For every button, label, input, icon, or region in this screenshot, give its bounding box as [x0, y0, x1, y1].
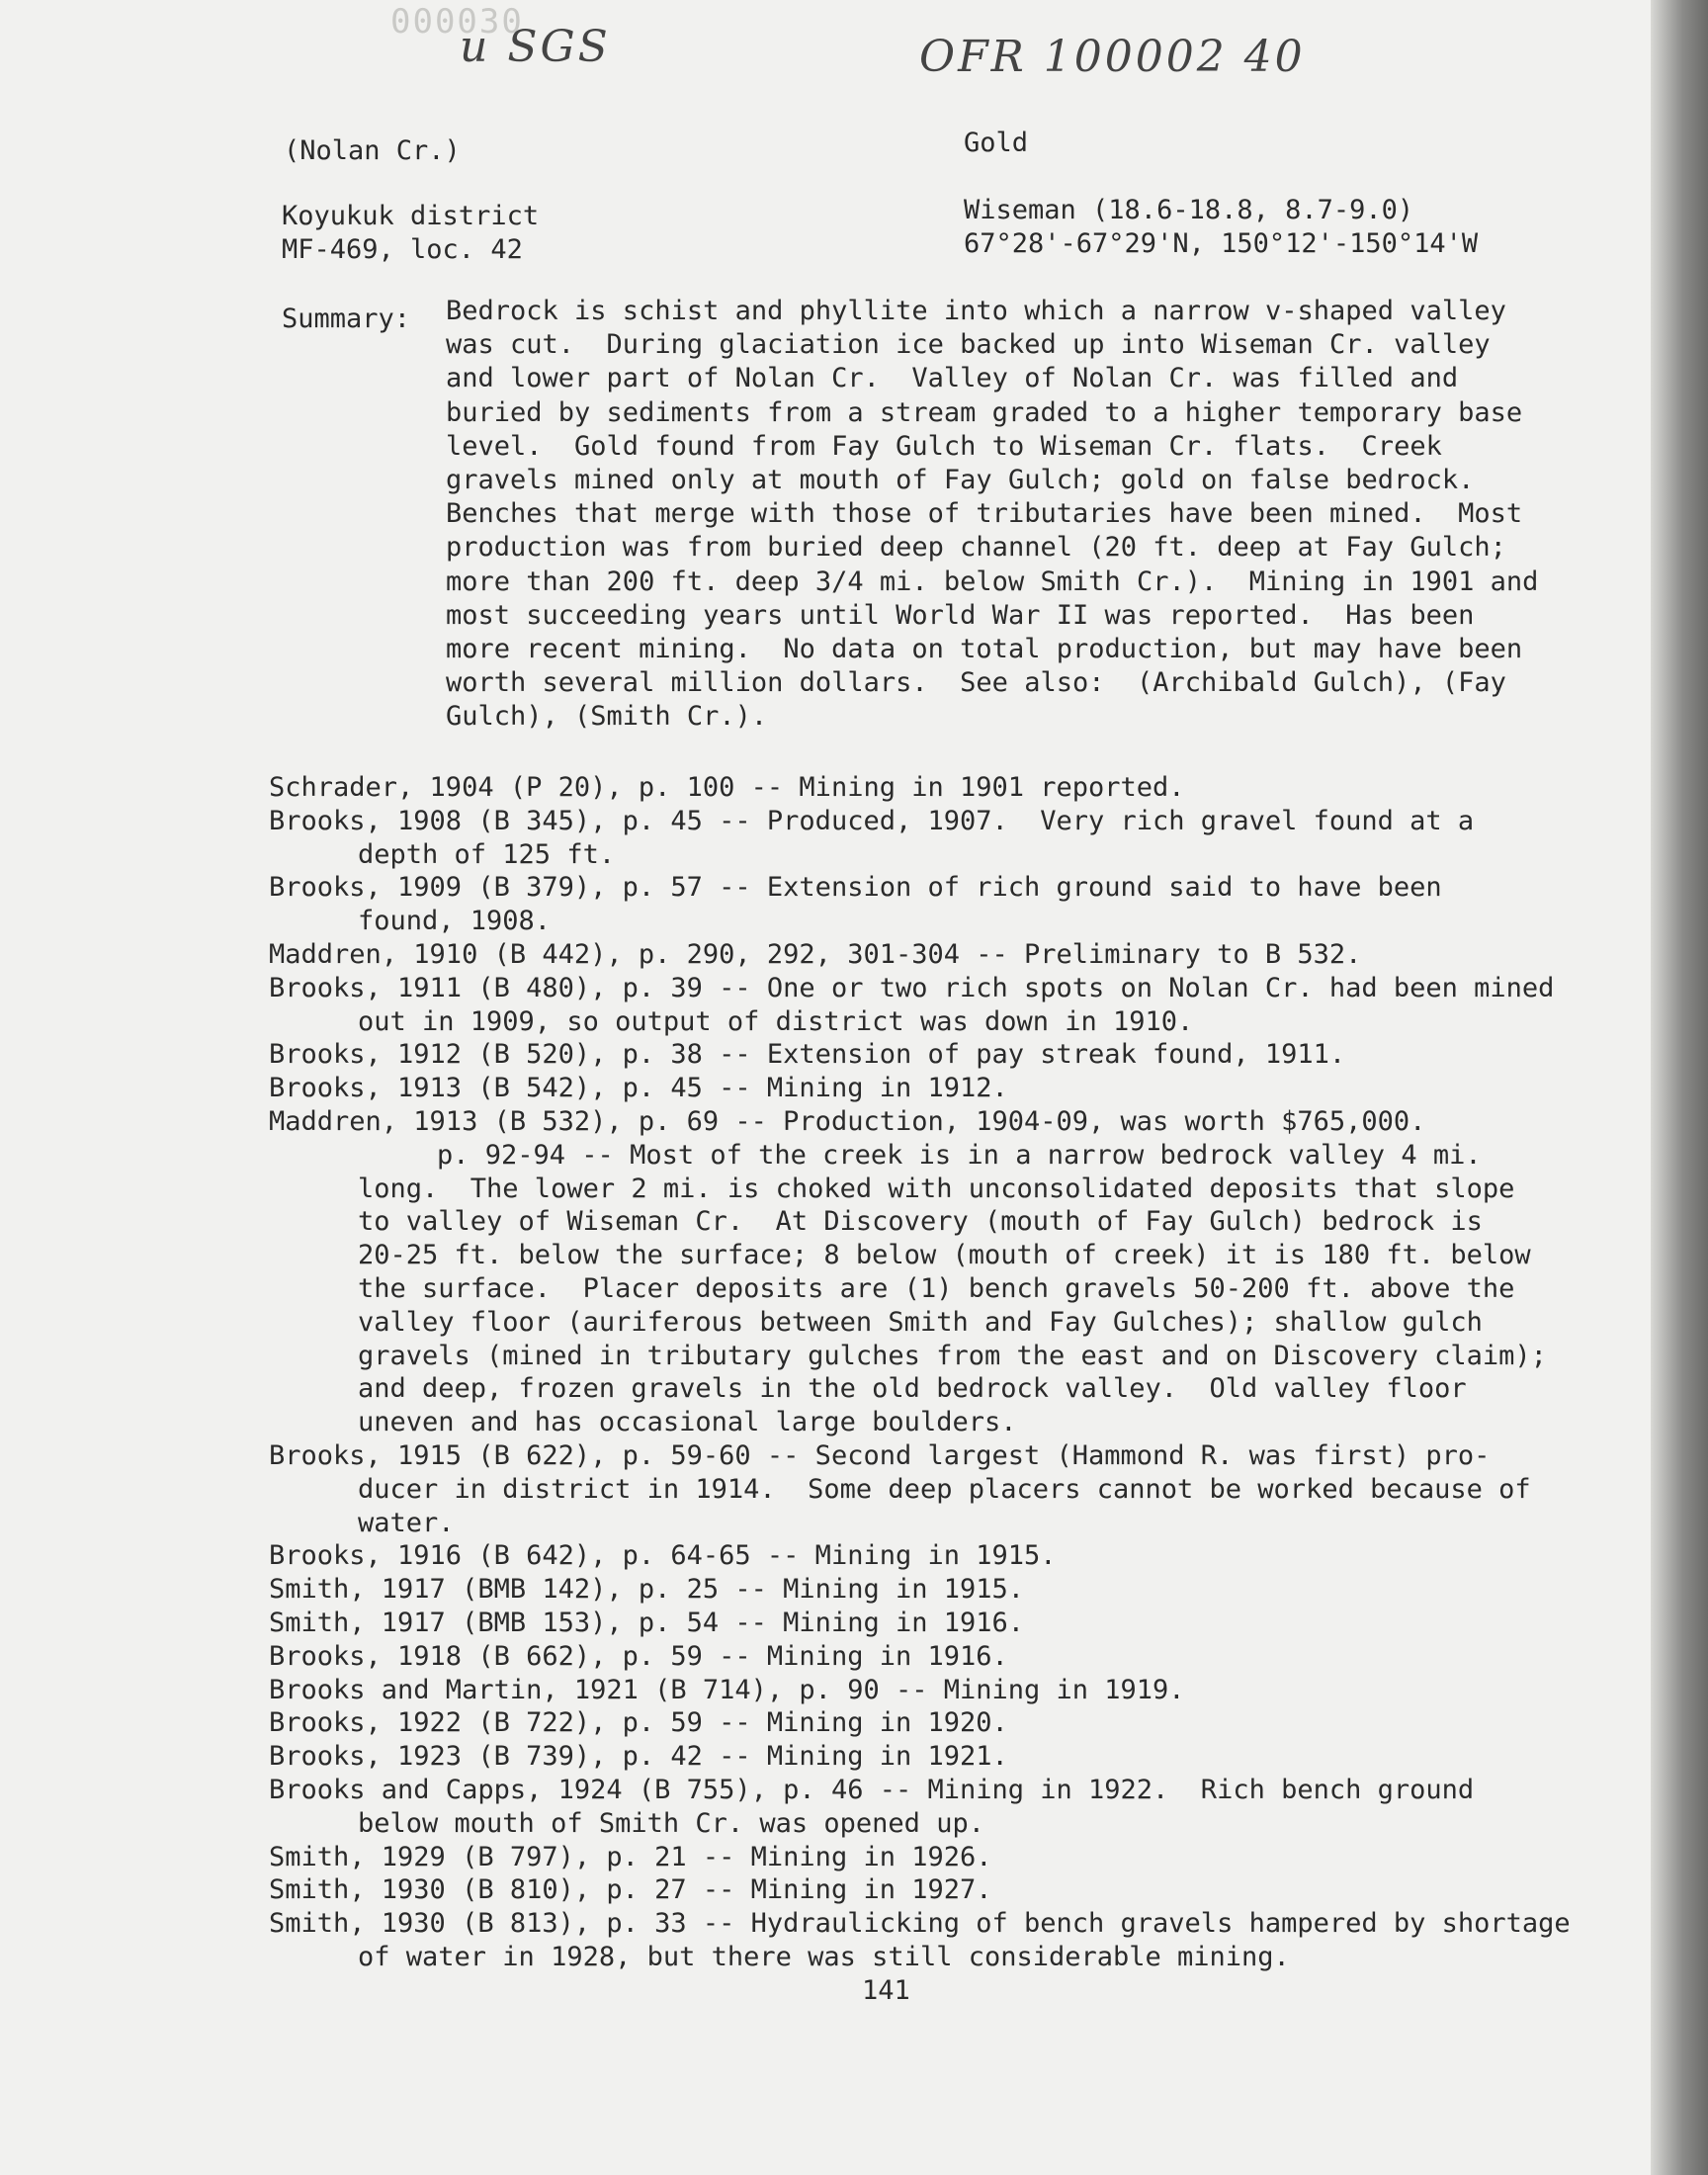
summary-line: was cut. During glaciation ice backed up into Wiseman Cr. valley [446, 329, 1491, 361]
reference-line: Brooks, 1915 (B 622), p. 59-60 -- Second largest (Hammond R. was first) pro- [269, 1439, 1491, 1471]
reference-line: Smith, 1917 (BMB 142), p. 25 -- Mining in 1915. [269, 1574, 1025, 1606]
reference-line: Brooks, 1913 (B 542), p. 45 -- Mining in 1912. [269, 1073, 1008, 1104]
quadrangle: Wiseman (18.6-18.8, 8.7-9.0) [964, 195, 1414, 225]
reference-line: Smith, 1930 (B 810), p. 27 -- Mining in 1927. [269, 1874, 992, 1906]
reference-line: Schrader, 1904 (P 20), p. 100 -- Mining in 1901 reported. [269, 772, 1185, 803]
reference-line: 20-25 ft. below the surface; 8 below (mouth of creek) it is 180 ft. below [358, 1240, 1531, 1271]
summary-line: Gulch), (Smith Cr.). [446, 701, 768, 733]
reference-line: ducer in district in 1914. Some deep placers cannot be worked because of [358, 1473, 1531, 1505]
handwritten-ofr-number: OFR 100002 40 [919, 32, 1306, 82]
reference-list [269, 771, 1653, 1974]
reference-line: Smith, 1929 (B 797), p. 21 -- Mining in 1926. [269, 1841, 992, 1872]
reference-line: Smith, 1917 (BMB 153), p. 54 -- Mining in 1916. [269, 1607, 1025, 1638]
page-edge-shadow [1651, 0, 1708, 2175]
handwritten-usgs-note: u SGS [460, 22, 611, 72]
reference-line: Maddren, 1910 (B 442), p. 290, 292, 301-304 -- Preliminary to B 532. [269, 938, 1362, 970]
reference-line: out in 1909, so output of district was down in 1910. [358, 1005, 1194, 1037]
summary-line: more recent mining. No data on total production, but may have been [446, 634, 1523, 665]
reference-line: Brooks, 1916 (B 642), p. 64-65 -- Mining in 1915. [269, 1540, 1057, 1572]
reference-line: to valley of Wiseman Cr. At Discovery (mouth of Fay Gulch) bedrock is [358, 1206, 1483, 1238]
reference-line: of water in 1928, but there was still considerable mining. [358, 1941, 1290, 1972]
summary-line: and lower part of Nolan Cr. Valley of Nolan Cr. was filled and [446, 363, 1459, 394]
reference-line: found, 1908. [358, 906, 552, 937]
summary-line: most succeeding years until World War II was reported. Has been [446, 599, 1475, 631]
summary-text [446, 295, 1632, 735]
summary-line: more than 200 ft. deep 3/4 mi. below Smith Cr.). Mining in 1901 and [446, 566, 1539, 597]
summary-line: production was from buried deep channel (20 ft. deep at Fay Gulch; [446, 532, 1506, 564]
reference-line: Brooks, 1918 (B 662), p. 59 -- Mining in 1916. [269, 1640, 1008, 1672]
reference-line: Brooks, 1922 (B 722), p. 59 -- Mining in 1920. [269, 1707, 1008, 1739]
summary-line: level. Gold found from Fay Gulch to Wiseman Cr. flats. Creek [446, 430, 1442, 462]
coordinates: 67°28'-67°29'N, 150°12'-150°14'W [964, 228, 1479, 259]
district: Koyukuk district [282, 201, 540, 231]
summary-line: Bedrock is schist and phyllite into which a narrow v-shaped valley [446, 296, 1506, 326]
summary-label: Summary: [282, 304, 411, 334]
commodity: Gold [964, 128, 1029, 158]
reference-line: below mouth of Smith Cr. was opened up. [358, 1807, 984, 1839]
reference-line: long. The lower 2 mi. is choked with unconsolidated deposits that slope [358, 1173, 1515, 1204]
reference-line: Brooks and Capps, 1924 (B 755), p. 46 -- Mining in 1922. Rich bench ground [269, 1774, 1475, 1805]
summary-line: buried by sediments from a stream graded to a higher temporary base [446, 396, 1523, 428]
reference-line: Brooks, 1923 (B 739), p. 42 -- Mining in 1921. [269, 1741, 1008, 1773]
reference-line: Brooks, 1908 (B 345), p. 45 -- Produced, 1907. Very rich gravel found at a [269, 805, 1475, 836]
summary-line: worth several million dollars. See also: (Archibald Gulch), (Fay [446, 667, 1506, 699]
reference-line: Brooks and Martin, 1921 (B 714), p. 90 -- Mining in 1919. [269, 1674, 1185, 1705]
reference-line: p. 92-94 -- Most of the creek is in a narrow bedrock valley 4 mi. [437, 1139, 1482, 1171]
reference-line: Brooks, 1909 (B 379), p. 57 -- Extension of rich ground said to have been [269, 872, 1442, 904]
summary-line: Benches that merge with those of tributaries have been mined. Most [446, 498, 1523, 530]
reference-line: water. [358, 1507, 455, 1538]
deposit-name: (Nolan Cr.) [284, 135, 461, 166]
reference-line: Brooks, 1912 (B 520), p. 38 -- Extension of pay streak found, 1911. [269, 1039, 1346, 1071]
reference-line: and deep, frozen gravels in the old bedrock valley. Old valley floor [358, 1373, 1467, 1405]
reference-line: uneven and has occasional large boulders. [358, 1407, 1017, 1438]
reference-line: the surface. Placer deposits are (1) bench gravels 50-200 ft. above the [358, 1272, 1515, 1304]
reference-line: gravels (mined in tributary gulches from the east and on Discovery claim); [358, 1340, 1547, 1371]
reference-line: Maddren, 1913 (B 532), p. 69 -- Production, 1904-09, was worth $765,000. [269, 1105, 1426, 1137]
reference-line: Smith, 1930 (B 813), p. 33 -- Hydraulicking of bench gravels hampered by shortage [269, 1908, 1571, 1940]
summary-line: gravels mined only at mouth of Fay Gulch; gold on false bedrock. [446, 465, 1475, 496]
reference-line: depth of 125 ft. [358, 838, 616, 870]
reference-line: Brooks, 1911 (B 480), p. 39 -- One or two rich spots on Nolan Cr. had been mined [269, 972, 1555, 1003]
faint-stamp-number: 000030 [390, 2, 524, 42]
reference-line: valley floor (auriferous between Smith and Fay Gulches); shallow gulch [358, 1306, 1483, 1338]
map-reference: MF-469, loc. 42 [282, 234, 523, 265]
page-number: 141 [862, 1975, 910, 2006]
